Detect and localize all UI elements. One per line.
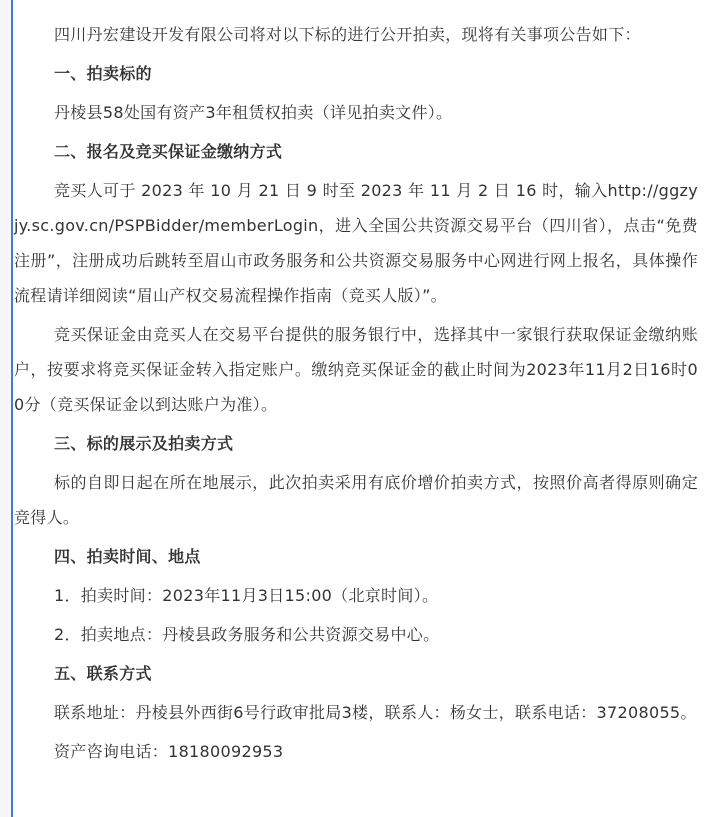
asset-inquiry-phone-paragraph: 资产咨询电话：18180092953 bbox=[54, 742, 284, 761]
auction-announcement-body bbox=[14, 17, 698, 773]
deposit-paragraph: 竞买保证金由竞买人在交易平台提供的服务银行中，选择其中一家银行获取保证金缴纳账户，按要求将竞买保证金转入指定账户。缴纳竞买保证金的截止时间为2023年11月2日16时00分（竞买保证金以到达账户为准）。 bbox=[14, 325, 698, 414]
registration-paragraph: 竞买人可于 2023 年 10 月 21 日 9 时至 2023 年 11 月 2 日 16 时，输入http://ggzyjy.sc.gov.cn/PSPBidder/memberLogin，进入全国公共资源交易平台（四川省），点击“免费注册”，注册成功后跳转至眉山市政务服务和公共资源交易服务中心网进行网上报名，具体操作流程请详细阅读“眉山产权交易流程操作指南（竞买人版）”。 bbox=[14, 181, 698, 305]
contact-address-paragraph: 联系地址：丹棱县外西街6号行政审批局3楼，联系人：杨女士，联系电话：37208055。 bbox=[54, 703, 697, 722]
section-2-heading-registration-deposit: 二、报名及竞买保证金缴纳方式 bbox=[54, 142, 283, 161]
auction-time-item: 1．拍卖时间：2023年11月3日15:00（北京时间）。 bbox=[54, 586, 439, 605]
section-4-heading-time-place: 四、拍卖时间、地点 bbox=[54, 547, 201, 566]
auction-place-item: 2．拍卖地点：丹棱县政务服务和公共资源交易中心。 bbox=[54, 625, 440, 644]
section-5-heading-contact: 五、联系方式 bbox=[54, 664, 152, 683]
intro-paragraph: 四川丹宏建设开发有限公司将对以下标的进行公开拍卖，现将有关事项公告如下： bbox=[54, 25, 641, 44]
section-3-heading-display-method: 三、标的展示及拍卖方式 bbox=[54, 434, 234, 453]
left-accent-line bbox=[11, 0, 13, 817]
section-1-heading-auction-subject: 一、拍卖标的 bbox=[54, 64, 152, 83]
page-left-margin-strip bbox=[0, 0, 11, 817]
display-method-paragraph: 标的自即日起在所在地展示，此次拍卖采用有底价增价拍卖方式，按照价高者得原则确定竞得人。 bbox=[14, 473, 698, 527]
auction-subject-paragraph: 丹棱县58处国有资产3年租赁权拍卖（详见拍卖文件）。 bbox=[54, 103, 453, 122]
